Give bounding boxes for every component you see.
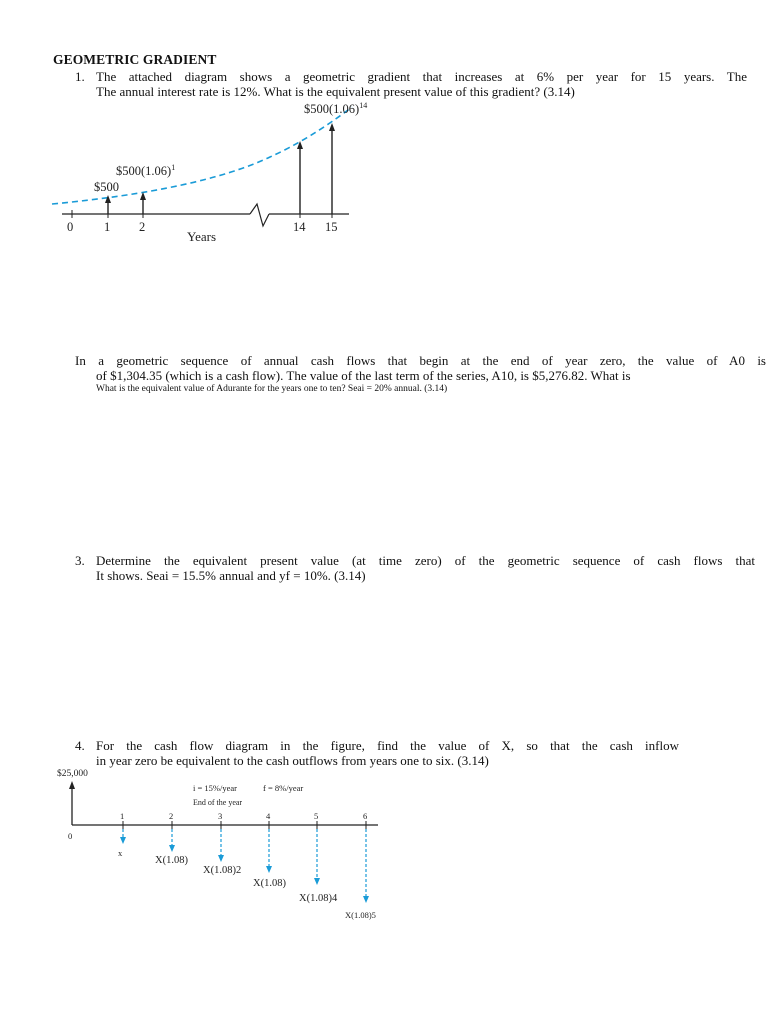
label-low: $500 [94,180,119,194]
tick-label-2: 2 [139,220,146,234]
outflow-label-5: X(1.08)4 [299,893,338,904]
question-3-line-1: Determine the equivalent present value (at time zero) of the geometric sequence of cash flows that [96,553,755,568]
tick-label-5: 5 [314,811,319,821]
question-3-number: 3. [75,553,85,568]
arrow-head-icon [363,896,369,903]
question-1-line-1: The attached diagram shows a geometric gradient that increases at 6% per year for 15 years. The [96,69,747,84]
question-1-number: 1. [75,69,85,84]
arrow-head-icon [120,837,126,844]
tick-label-3: 3 [218,811,223,821]
arrow-head-icon [218,855,224,862]
question-4-line-1: For the cash flow diagram in the figure, find the value of X, so that the cash inflow [96,738,679,753]
outflow-label-1: x [118,848,123,858]
end-of-year-label: End of the year [193,798,243,807]
question-2-line-2: of $1,304.35 (which is a cash flow). The value of the last term of the series, A10, is $5,276.82. What is [96,368,631,383]
arrow-head-icon [266,866,272,873]
tick-label-2: 2 [169,811,174,821]
question-2-line-1: In a geometric sequence of annual cash flows that begin at the end of year zero, the value of A0 is [75,353,766,368]
outflow-label-3: X(1.08)2 [203,865,242,876]
tick-label-15: 15 [325,220,338,234]
page-title: GEOMETRIC GRADIENT [53,52,217,67]
tick-label-0: 0 [67,220,74,234]
question-2-line-3: What is the equivalent value of Adurante for the years one to ten? Seai = 20% annual. (3.14) [96,384,448,394]
outflow-label-4: X(1.08) [253,878,286,889]
geometric-gradient-diagram [0,95,400,255]
question-4-line-2: in year zero be equivalent to the cash outflows from years one to six. (3.14) [96,753,489,768]
arrow-head-icon [314,878,320,885]
arrow-head-icon [329,123,335,131]
interest-rate-label: i = 15%/year [193,783,237,793]
tick-label-1: 1 [104,220,111,234]
inflow-label: $25,000 [57,769,88,779]
arrow-head-icon [169,845,175,852]
tick-label-6: 6 [363,811,368,821]
cash-flow-diagram [0,765,420,930]
inflation-rate-label: f = 8%/year [263,783,304,793]
label-mid: $\$500(1.06)^1$ [116,163,176,178]
label-top: $\$500(1.06)^{14}$ [304,101,368,116]
outflow-label-2: X(1.08) [155,855,188,866]
question-4-number: 4. [75,738,85,753]
outflow-label-6: X(1.08)5 [345,910,376,920]
tick-label-1: 1 [120,811,125,821]
question-3-line-2: It shows. Seai = 15.5% annual and yf = 10%. (3.14) [96,568,366,583]
tick-label-0: 0 [68,831,73,841]
axis-break-icon [250,204,269,226]
arrow-head-icon [140,192,146,200]
axis-label-years: Years [187,229,217,244]
question-1-line-2: The annual interest rate is 12%. What is the equivalent present value of this gradient? (3.14) [96,84,575,99]
tick-label-4: 4 [266,811,271,821]
arrow-head-icon [69,781,75,789]
tick-label-14: 14 [293,220,306,234]
arrow-head-icon [105,195,111,203]
